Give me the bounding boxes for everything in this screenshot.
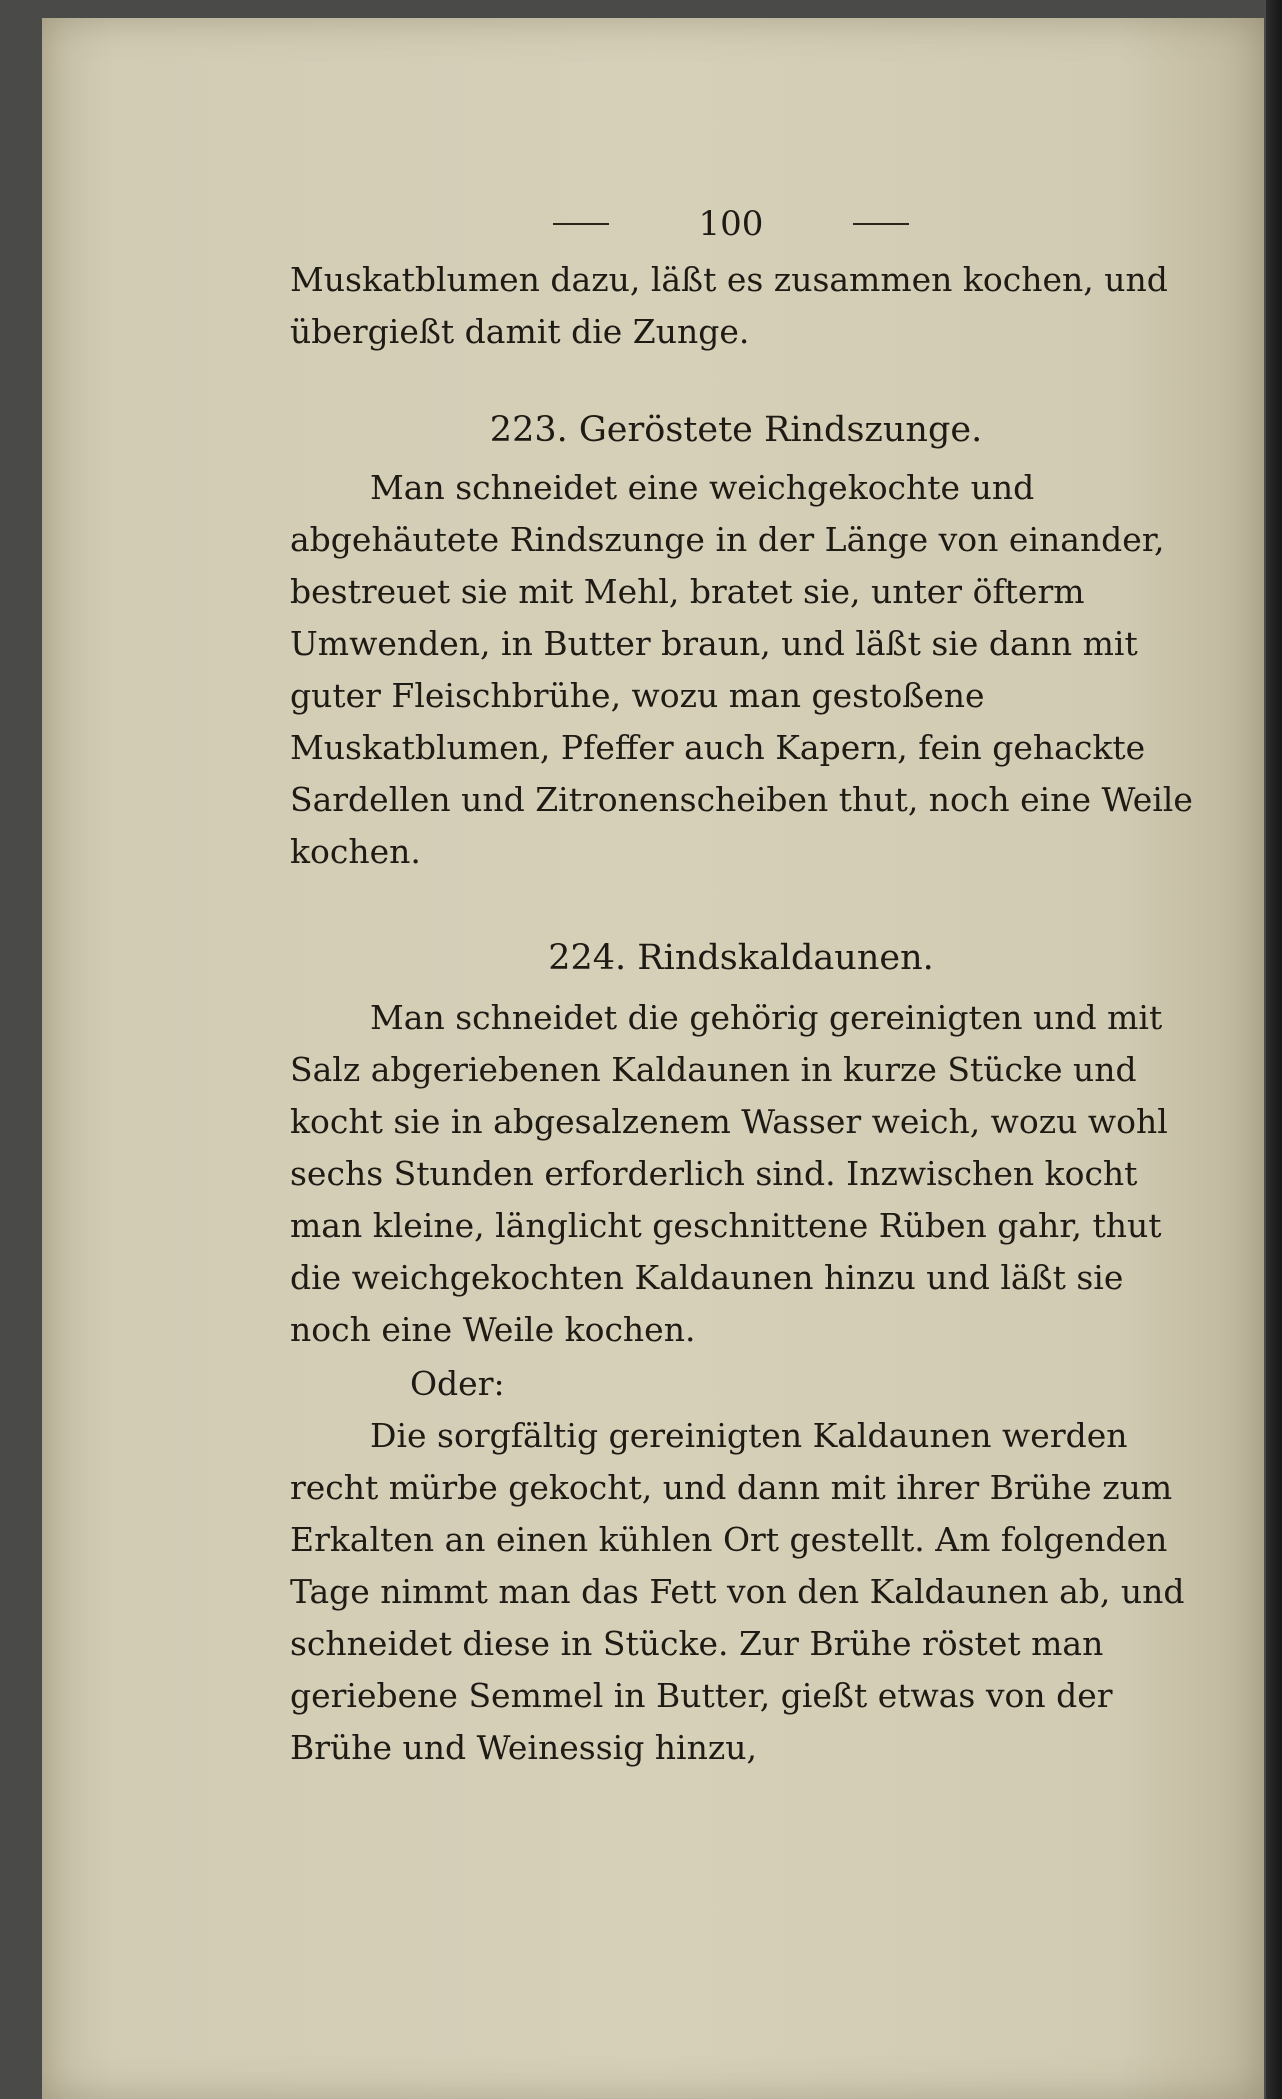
page-edge — [1266, 0, 1282, 2099]
recipe-223-title: 223. Geröstete Rindszunge. — [489, 410, 983, 450]
right-dash — [853, 223, 909, 225]
page-text — [290, 198, 1212, 1774]
page-header — [250, 198, 1212, 250]
page-number: 100 — [698, 204, 764, 244]
recipe-224-body: Man schneidet die gehörig gereinigten und mit Salz abgeriebenen Kaldaunen in kurze Stücke und kocht sie in abgesalzenem Wasser weich, wozu wohl sechs Stunden erforderlich sind. Inzwischen kocht man kleine, länglicht geschnittene Rüben gahr, thut die weichgekochten Kaldaunen hinzu und läßt sie noch eine Weile kochen. — [290, 998, 1168, 1349]
book-page — [42, 18, 1264, 2099]
recipe-224-alternative-label: Oder: — [410, 1364, 505, 1403]
intro-continuation: Muskatblumen dazu, läßt es zusammen kochen, und übergießt damit die Zunge. — [290, 260, 1168, 351]
recipe-223-body: Man schneidet eine weichgekochte und abgehäutete Rindszunge in der Länge von einander, bestreuet sie mit Mehl, bratet sie, unter öfterm Umwenden, in Butter braun, und läßt sie dann mit guter Fleischbrühe, wozu man gestoßene Muskatblumen, Pfeffer auch Kapern, fein gehackte Sardellen und Zitronenscheiben thut, noch eine Weile kochen. — [290, 468, 1193, 871]
recipe-224-alternative-body: Die sorgfältig gereinigten Kaldaunen werden recht mürbe gekocht, und dann mit ihrer Brühe zum Erkalten an einen kühlen Ort gestellt. Am folgenden Tage nimmt man das Fett von den Kaldaunen ab, und schneidet diese in Stücke. Zur Brühe röstet man geriebene Semmel in Butter, gießt etwas von der Brühe und Weinessig hinzu, — [290, 1416, 1185, 1767]
left-dash — [553, 223, 609, 225]
recipe-224-title: 224. Rindskaldaunen. — [548, 938, 934, 978]
